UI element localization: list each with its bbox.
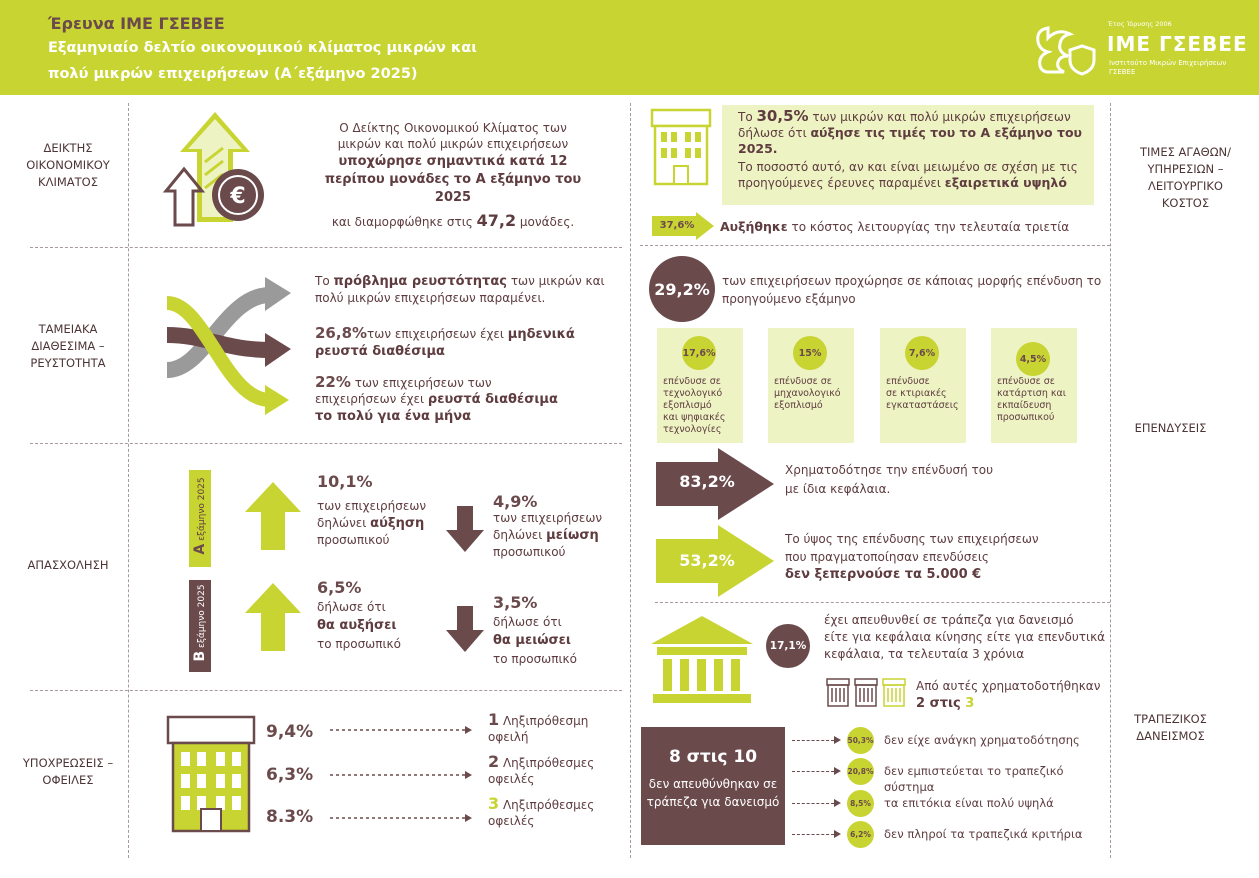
mini-banks-icon	[826, 678, 908, 708]
bank-icon	[647, 614, 757, 706]
employment-b-increase: 6,5% δήλωσε ότι θα αυξήσει το προσωπικό	[317, 578, 401, 651]
investment-size-text: Το ύψος της επένδυσης των επιχειρήσεων που πραγματοποίησαν επενδύσεις δεν ξεπερνούσε τα 5.000 €	[785, 532, 1039, 582]
liquidity-stat-2: 22% των επιχειρήσεων των επιχειρήσεων έχει ρευστά διαθέσιμα το πολύ για ένα μήνα	[315, 373, 558, 424]
tag-second-half-2025: Β εξάμηνο 2025	[189, 580, 211, 672]
shop-building-icon	[650, 108, 712, 186]
liquidity-stat-1: 26,8%των επιχειρήσεων έχει μηδενικά ρευστά διαθέσιμα	[315, 324, 575, 359]
label-debts: ΥΠΟΧΡΕΩΣΕΙΣ – ΟΦΕΙΛΕΣ	[22, 756, 114, 787]
header-banner	[0, 0, 1259, 95]
logo-subtitle-line2: ΓΣΕΒΕΕ	[1109, 68, 1136, 76]
label-prices: ΤΙΜΕΣ ΑΓΑΘΩΝ/ ΥΠΗΡΕΣΙΩΝ – ΛΕΙΤΟΥΡΓΙΚΟ ΚΟΣΤΟΣ	[1140, 145, 1231, 210]
reason-text: δεν πληροί τα τραπεζικά κριτήρια	[884, 827, 1083, 841]
investment-card-text: επένδυσε σε κατάρτιση και εκπαίδευση προσωπικού	[997, 376, 1066, 423]
investment-main-circle: 29,2%	[649, 256, 715, 322]
cost-text: Αυξήθηκε το κόστος λειτουργίας την τελευταία τριετία	[720, 219, 1070, 234]
label-liquidity: ΤΑΜΕΙΑΚΑ ΔΙΑΘΕΣΙΜΑ – ΡΕΥΣΤΟΤΗΤΑ	[30, 322, 106, 370]
prices-text: Το 30,5% των μικρών και πολύ μικρών επιχειρήσεων δήλωσε ότι αύξησε τις τιμές του το Α εξάμηνο του 2025. Το ποσοστό αυτό, αν και είναι μειωμένο σε σχέση με τις προηγούμενες έρευνες παραμένει εξαιρετικά υψηλό	[738, 107, 1082, 190]
reason-arrowhead-icon	[834, 736, 841, 744]
investment-card-text: επένδυσε σε κτιριακές εγκαταστάσεις	[886, 376, 959, 411]
liquidity-intro: Το πρόβλημα ρευστότητας των μικρών και πολύ μικρών επιχειρήσεων παραμένει.	[315, 274, 605, 305]
own-funds-text: Χρηματοδότησε την επένδυσή του με ίδια κεφάλαια.	[785, 463, 994, 496]
divider-center-vertical	[630, 103, 631, 858]
reason-arrowhead-icon	[834, 799, 841, 807]
debt-connector-arrows	[330, 720, 480, 830]
investment-card	[880, 328, 966, 443]
investment-card-value: 7,6%	[905, 336, 939, 370]
investment-card	[657, 328, 743, 443]
debt-label-1: 1 Ληξιπρόθεσμη οφειλή	[488, 710, 589, 744]
divider-left-3	[30, 690, 622, 691]
reason-value: 8,5%	[847, 790, 874, 817]
reason-connector	[792, 803, 834, 804]
reason-arrowhead-icon	[834, 767, 841, 775]
tag-first-half-2025: Α εξάμηνο 2025	[189, 470, 211, 567]
divider-left-vertical	[128, 103, 129, 858]
reason-text: δεν είχε ανάγκη χρηματοδότησης	[884, 733, 1080, 747]
arrow-up-icon	[245, 583, 301, 651]
climate-index-value: 47,2	[476, 211, 517, 230]
investment-card-text: επένδυσε σε τεχνολογικό εξοπλισμό και ψηφιακές τεχνολογίες	[663, 376, 726, 435]
label-loans: ΤΡΑΠΕΖΙΚΟΣ ΔΑΝΕΙΣΜΟΣ	[1134, 712, 1207, 743]
debt-label-3: 3 Ληξιπρόθεσμες οφειλές	[488, 794, 595, 828]
divider-left-2	[30, 443, 622, 444]
cost-value: 37,6%	[659, 220, 695, 231]
divider-right-1	[640, 245, 1110, 246]
loans-value-circle: 17,1%	[766, 624, 810, 668]
building-icon	[165, 714, 257, 834]
climate-arrows-euro-icon	[160, 107, 270, 232]
reason-connector	[792, 834, 834, 835]
logo-name: ΙΜΕ ΓΣΕΒΕΕ	[1107, 32, 1248, 56]
climate-text: Ο Δείκτης Οικονομικού Κλίματος των μικρών και πολύ μικρών επιχειρήσεων υποχώρησε σημαντικά κατά 12 περίπου μονάδες το Α εξάμηνο του 2025 και διαμορφώθηκε στις 47,2 μονάδες.	[324, 121, 582, 230]
crossing-arrows-icon	[165, 275, 295, 415]
reason-connector	[792, 740, 834, 741]
divider-right-vertical	[1110, 103, 1111, 858]
investment-card-value: 4,5%	[1016, 342, 1050, 376]
investment-card	[991, 328, 1077, 443]
investment-card-value: 15%	[793, 336, 827, 370]
investment-card-text: επένδυσε σε μηχανολογικό εξοπλισμό	[774, 376, 841, 411]
loans-text: έχει απευθυνθεί σε τράπεζα για δανεισμό είτε για κεφάλαια κίνησης είτε για επενδυτικά κεφάλαια, τα τελευταία 3 χρόνια	[824, 613, 1106, 661]
reason-value: 20,8%	[847, 758, 874, 785]
lion-logo-icon	[1030, 20, 1100, 80]
employment-a-increase: 10,1% των επιχειρήσεων δηλώνει αύξηση προσωπικού	[317, 472, 427, 547]
logo-subtitle-line1: Ινστιτούτο Μικρών Επιχειρήσεων	[1109, 59, 1227, 67]
investment-card-value: 17,6%	[682, 336, 716, 370]
divider-right-2	[655, 602, 1110, 603]
investment-card	[768, 328, 854, 443]
svg-text:€: €	[230, 184, 246, 209]
investment-size-value: 53,2%	[679, 551, 735, 570]
page-subtitle-line1: Εξαμηνιαίο δελτίο οικονομικού κλίματος μικρών και	[48, 40, 477, 56]
reason-value: 50,3%	[847, 727, 874, 754]
logo-founded: Έτος Ίδρυσης 2006	[1108, 20, 1172, 28]
reason-text: δεν εμπιστεύεται το τραπεζικό σύστημα	[884, 764, 1064, 794]
no-bank-box: 8 στις 10 δεν απευθύνθηκαν σε τράπεζα για δανεισμό	[641, 727, 785, 845]
label-climate: ΔΕΙΚΤΗΣ ΟΙΚΟΝΟΜΙΚΟΥ ΚΛΙΜΑΤΟΣ	[26, 141, 110, 189]
employment-a-decrease: 4,9% των επιχειρήσεων δηλώνει μείωση προσωπικού	[493, 492, 603, 559]
debt-label-2: 2 Ληξιπρόθεσμες οφειλές	[488, 752, 595, 786]
page-subtitle-line2: πολύ μικρών επιχειρήσεων (Α΄εξάμηνο 2025)	[48, 66, 418, 82]
employment-b-decrease: 3,5% δήλωσε ότι θα μειώσει το προσωπικό	[493, 593, 577, 666]
own-funds-value: 83,2%	[679, 472, 735, 491]
page-title: Έρευνα ΙΜΕ ΓΣΕΒΕΕ	[48, 14, 225, 33]
reason-text: τα επιτόκια είναι πολύ υψηλά	[884, 796, 1054, 810]
loans-funded-text: Από αυτές χρηματοδοτήθηκαν 2 στις 3	[916, 679, 1101, 711]
investment-main-text: των επιχειρήσεων προχώρησε σε κάποιας μορφής επένδυση το προηγούμενο εξάμηνο	[722, 274, 1102, 306]
reason-connector	[792, 771, 834, 772]
label-investments: ΕΠΕΝΔΥΣΕΙΣ	[1134, 421, 1207, 435]
reason-value: 6,2%	[847, 821, 874, 848]
arrow-up-icon	[245, 482, 301, 550]
label-employment: ΑΠΑΣΧΟΛΗΣΗ	[27, 558, 109, 572]
divider-left-1	[30, 247, 622, 248]
reason-arrowhead-icon	[834, 830, 841, 838]
